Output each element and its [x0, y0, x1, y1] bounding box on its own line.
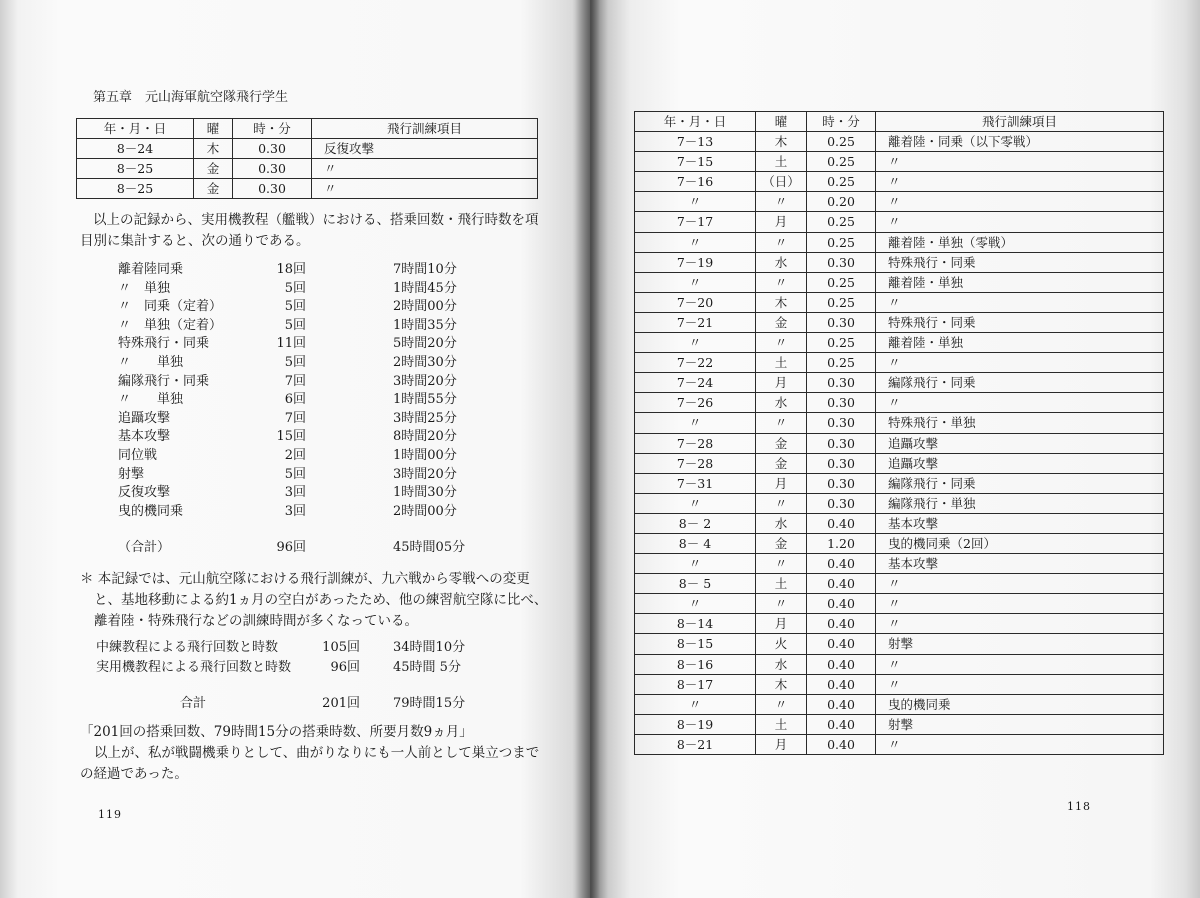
page-number-left: 119 — [98, 808, 122, 821]
cell-training-item: 基本攻撃 — [876, 513, 1164, 533]
summary-total-time: 45時間05分 — [393, 540, 466, 555]
cell-weekday: 月 — [756, 473, 807, 493]
cell-date: 8－16 — [635, 654, 756, 674]
table-row — [635, 694, 1164, 714]
cell-date: 8－15 — [635, 634, 756, 654]
summary-item-label: 〃 単独 — [118, 280, 171, 296]
summary-item-label: 同位戦 — [118, 448, 158, 463]
cell-date: 7－13 — [635, 132, 756, 152]
cell-weekday: 金 — [194, 179, 233, 199]
closing-line: 以上が、私が戦闘機乗りとして、曲がりなりにも一人前として巣立つまで — [94, 745, 540, 761]
cell-weekday: 〃 — [756, 594, 807, 614]
cell-duration: 0.40 — [807, 634, 876, 654]
table-row — [635, 453, 1164, 473]
table-row — [635, 734, 1164, 754]
summary-item-time: 3時間25分 — [393, 410, 457, 426]
cell-duration: 0.20 — [807, 192, 876, 212]
col-weekday: 曜 — [194, 119, 233, 139]
cell-duration: 0.40 — [807, 574, 876, 594]
cell-duration: 0.30 — [807, 413, 876, 433]
cell-duration: 0.40 — [807, 513, 876, 533]
cell-weekday: 月 — [756, 734, 807, 754]
summary-item-count: 5回 — [284, 317, 306, 333]
grand-total-label: 合計 — [180, 696, 207, 711]
cell-weekday: 金 — [194, 159, 233, 179]
table-header-row — [635, 112, 1164, 132]
cell-training-item: 〃 — [876, 292, 1164, 312]
table-row — [635, 252, 1164, 272]
summary-item-time: 1時間30分 — [393, 485, 457, 501]
left-page — [0, 0, 590, 898]
cell-training-item: 離着陸・単独（零戦） — [876, 232, 1164, 252]
cell-weekday: 金 — [756, 453, 807, 473]
summary-item-count: 5回 — [284, 466, 306, 482]
summary-item-time: 5時間20分 — [393, 336, 457, 352]
cell-duration: 1.20 — [807, 533, 876, 553]
cell-date: 8－24 — [77, 139, 194, 159]
summary-total-count: 96回 — [276, 540, 306, 555]
cell-weekday: 土 — [756, 714, 807, 734]
cell-weekday: 水 — [756, 252, 807, 272]
summary-item-time: 2時間00分 — [393, 299, 457, 315]
summary-item-count: 3回 — [284, 485, 306, 501]
table-row — [635, 433, 1164, 453]
cell-duration: 0.30 — [807, 453, 876, 473]
cell-weekday: 金 — [756, 533, 807, 553]
cell-training-item: 特殊飛行・単独 — [876, 413, 1164, 433]
cell-weekday: 月 — [756, 373, 807, 393]
cell-training-item: 離着陸・単独 — [876, 333, 1164, 353]
table-row — [635, 594, 1164, 614]
cell-weekday: 〃 — [756, 192, 807, 212]
cell-date: 7－22 — [635, 353, 756, 373]
summary-item-count: 5回 — [284, 299, 306, 315]
cell-date: 〃 — [635, 333, 756, 353]
closing-line: の経過であった。 — [80, 766, 188, 782]
cell-training-item: 曳的機同乗（2回） — [876, 533, 1164, 553]
cell-weekday: 〃 — [756, 694, 807, 714]
cell-duration: 0.25 — [807, 333, 876, 353]
cell-date: 〃 — [635, 594, 756, 614]
cell-training-item: 特殊飛行・同乗 — [876, 312, 1164, 332]
cell-training-item: 〃 — [876, 212, 1164, 232]
summary-item-time: 3時間20分 — [393, 466, 457, 482]
cell-duration: 0.30 — [807, 433, 876, 453]
cell-weekday: 水 — [756, 513, 807, 533]
cell-training-item: 射撃 — [876, 634, 1164, 654]
table-row — [635, 212, 1164, 232]
col-training-item: 飛行訓練項目 — [312, 119, 538, 139]
cell-duration: 0.25 — [807, 272, 876, 292]
table-row — [635, 152, 1164, 172]
table-row — [635, 373, 1164, 393]
note-paragraph — [80, 569, 547, 632]
right-page — [590, 0, 1200, 898]
summary-item-label: 離着陸同乗 — [118, 262, 184, 277]
cell-training-item: 〃 — [876, 614, 1164, 634]
cell-date: 〃 — [635, 694, 756, 714]
table-row — [77, 159, 538, 179]
intro-line: 以上の記録から、実用機教程（艦戦）における、搭乗回数・飛行時数を項 — [93, 212, 539, 228]
note-line: と、基地移動による約1ヵ月の空白があったため、他の練習航空隊に比べ、 — [94, 592, 548, 608]
cell-weekday: 〃 — [756, 333, 807, 353]
cell-weekday: 木 — [756, 674, 807, 694]
cell-weekday: 〃 — [756, 554, 807, 574]
cell-weekday: 金 — [756, 312, 807, 332]
cell-date: 〃 — [635, 272, 756, 292]
cell-training-item: 離着陸・単独 — [876, 272, 1164, 292]
col-training-item: 飛行訓練項目 — [876, 112, 1164, 132]
course-row-time: 45時間 5分 — [393, 660, 461, 675]
cell-weekday: 金 — [756, 433, 807, 453]
cell-training-item: 曳的機同乗 — [876, 694, 1164, 714]
cell-duration: 0.30 — [807, 252, 876, 272]
summary-item-label: 編隊飛行・同乗 — [118, 373, 210, 389]
cell-training-item: 離着陸・同乗（以下零戦） — [876, 132, 1164, 152]
cell-weekday: 火 — [756, 634, 807, 654]
cell-training-item: 追躡攻撃 — [876, 433, 1164, 453]
cell-weekday: 〃 — [756, 272, 807, 292]
table-row — [635, 614, 1164, 634]
summary-item-time: 3時間20分 — [393, 373, 457, 389]
cell-duration: 0.30 — [807, 473, 876, 493]
summary-item-count: 15回 — [276, 429, 306, 445]
summary-item-time: 1時間55分 — [393, 392, 457, 408]
cell-training-item: 射撃 — [876, 714, 1164, 734]
table-header-row — [77, 119, 538, 139]
cell-training-item: 特殊飛行・同乗 — [876, 252, 1164, 272]
cell-weekday: （日） — [756, 172, 807, 192]
cell-date: 7－31 — [635, 473, 756, 493]
table-row — [635, 393, 1164, 413]
cell-weekday: 水 — [756, 654, 807, 674]
cell-weekday: 土 — [756, 353, 807, 373]
chapter-header: 第五章 元山海軍航空隊飛行学生 — [93, 90, 289, 105]
table-row — [635, 654, 1164, 674]
table-row — [635, 513, 1164, 533]
cell-date: 8－19 — [635, 714, 756, 734]
table-row — [635, 232, 1164, 252]
table-row — [77, 179, 538, 199]
cell-date: 〃 — [635, 554, 756, 574]
cell-training-item: 〃 — [876, 172, 1164, 192]
cell-weekday: 月 — [756, 212, 807, 232]
summary-item-time: 7時間10分 — [393, 262, 457, 277]
col-weekday: 曜 — [756, 112, 807, 132]
cell-training-item: 〃 — [876, 574, 1164, 594]
note-line: 離着陸・特殊飛行などの訓練時間が多くなっている。 — [94, 613, 418, 629]
cell-training-item: 編隊飛行・単独 — [876, 493, 1164, 513]
cell-date: 7－28 — [635, 453, 756, 473]
cell-weekday: 木 — [756, 132, 807, 152]
course-row-count: 105回 — [322, 640, 360, 655]
cell-duration: 0.40 — [807, 614, 876, 634]
table-row — [635, 493, 1164, 513]
cell-duration: 0.40 — [807, 654, 876, 674]
cell-training-item: 編隊飛行・同乗 — [876, 373, 1164, 393]
summary-item-time: 1時間00分 — [393, 448, 457, 463]
cell-weekday: 〃 — [756, 493, 807, 513]
cell-weekday: 土 — [756, 574, 807, 594]
cell-date: 7－17 — [635, 212, 756, 232]
course-row-label: 中練教程による飛行回数と時数 — [96, 640, 279, 655]
summary-item-time: 1時間45分 — [393, 280, 457, 296]
table-row — [635, 353, 1164, 373]
summary-item-count: 3回 — [284, 503, 306, 519]
summary-item-label: 〃 単独 — [118, 355, 184, 370]
col-date: 年・月・日 — [635, 112, 756, 132]
summary-item-label: 〃 同乗（定着） — [118, 299, 223, 315]
cell-duration: 0.40 — [807, 594, 876, 614]
summary-item-count: 6回 — [284, 392, 306, 408]
cell-duration: 0.25 — [807, 212, 876, 232]
course-row-count: 96回 — [330, 660, 360, 675]
cell-date: 7－15 — [635, 152, 756, 172]
course-row-label: 実用機教程による飛行回数と時数 — [96, 660, 292, 675]
cell-duration: 0.30 — [807, 312, 876, 332]
table-row — [635, 533, 1164, 553]
cell-weekday: 〃 — [756, 413, 807, 433]
col-duration: 時・分 — [807, 112, 876, 132]
summary-item-count: 18回 — [276, 262, 306, 277]
summary-item-time: 1時間35分 — [393, 317, 457, 333]
cell-duration: 0.25 — [807, 232, 876, 252]
cell-weekday: 土 — [756, 152, 807, 172]
cell-training-item: 〃 — [312, 159, 538, 179]
table-row — [635, 272, 1164, 292]
summary-item-time: 2時間00分 — [393, 503, 457, 519]
table-row — [635, 473, 1164, 493]
summary-item-count: 5回 — [284, 280, 306, 296]
page-number-right: 118 — [1067, 800, 1091, 813]
cell-duration: 0.40 — [807, 674, 876, 694]
cell-weekday: 水 — [756, 393, 807, 413]
summary-item-count: 11回 — [276, 336, 306, 352]
cell-date: 〃 — [635, 413, 756, 433]
summary-item-time: 2時間30分 — [393, 355, 457, 370]
cell-duration: 0.30 — [233, 159, 312, 179]
cell-weekday: 〃 — [756, 232, 807, 252]
cell-date: 7－16 — [635, 172, 756, 192]
summary-item-count: 7回 — [284, 373, 306, 389]
summary-item-count: 7回 — [284, 410, 306, 426]
summary-item-label: 特殊飛行・同乗 — [118, 336, 210, 352]
cell-date: 8－ 4 — [635, 533, 756, 553]
table-row — [635, 674, 1164, 694]
cell-training-item: 〃 — [876, 654, 1164, 674]
table-row — [635, 172, 1164, 192]
cell-date: 8－17 — [635, 674, 756, 694]
cell-duration: 0.30 — [807, 393, 876, 413]
table-row — [635, 714, 1164, 734]
table-row — [635, 192, 1164, 212]
cell-duration: 0.40 — [807, 714, 876, 734]
table-row — [635, 132, 1164, 152]
cell-training-item: 〃 — [876, 674, 1164, 694]
cell-date: 8－ 2 — [635, 513, 756, 533]
intro-paragraph — [80, 210, 539, 252]
cell-training-item: 〃 — [876, 353, 1164, 373]
table-row — [77, 139, 538, 159]
cell-date: 7－20 — [635, 292, 756, 312]
cell-date: 8－21 — [635, 734, 756, 754]
table-row — [635, 292, 1164, 312]
summary-item-label: 追躡攻撃 — [118, 410, 171, 426]
cell-training-item: 反復攻撃 — [312, 139, 538, 159]
cell-duration: 0.25 — [807, 292, 876, 312]
col-duration: 時・分 — [233, 119, 312, 139]
cell-training-item: 〃 — [876, 192, 1164, 212]
cell-date: 7－21 — [635, 312, 756, 332]
table-row — [635, 634, 1164, 654]
summary-item-label: 反復攻撃 — [118, 485, 171, 501]
flight-log-table-left — [76, 118, 538, 199]
summary-item-label: 〃 単独（定着） — [118, 317, 223, 333]
cell-training-item: 〃 — [876, 152, 1164, 172]
cell-date: 8－25 — [77, 179, 194, 199]
summary-item-label: 曳的機同乗 — [118, 503, 184, 519]
cell-date: 〃 — [635, 232, 756, 252]
cell-date: 8－25 — [77, 159, 194, 179]
summary-item-label: 基本攻撃 — [118, 429, 171, 445]
cell-training-item: 〃 — [312, 179, 538, 199]
cell-weekday: 木 — [756, 292, 807, 312]
cell-weekday: 月 — [756, 614, 807, 634]
cell-date: 8－ 5 — [635, 574, 756, 594]
cell-duration: 0.30 — [233, 179, 312, 199]
closing-line: 「201回の搭乗回数、79時間15分の搭乗時数、所要月数9ヵ月」 — [80, 724, 473, 740]
cell-duration: 0.30 — [807, 493, 876, 513]
summary-item-label: 射撃 — [118, 466, 145, 482]
cell-date: 7－26 — [635, 393, 756, 413]
cell-duration: 0.25 — [807, 172, 876, 192]
cell-training-item: 基本攻撃 — [876, 554, 1164, 574]
summary-item-label: 〃 単独 — [118, 392, 184, 408]
cell-duration: 0.25 — [807, 132, 876, 152]
cell-date: 〃 — [635, 493, 756, 513]
cell-duration: 0.30 — [233, 139, 312, 159]
cell-training-item: 〃 — [876, 734, 1164, 754]
note-line: ＊ 本記録では、元山航空隊における飛行訓練が、九六戦から零戦への変更 — [80, 571, 530, 587]
col-date: 年・月・日 — [77, 119, 194, 139]
book-gutter — [572, 0, 608, 898]
cell-training-item: 〃 — [876, 393, 1164, 413]
cell-duration: 0.25 — [807, 152, 876, 172]
cell-date: 〃 — [635, 192, 756, 212]
flight-log-table-right — [634, 111, 1164, 755]
table-row — [635, 413, 1164, 433]
cell-training-item: 追躡攻撃 — [876, 453, 1164, 473]
course-row-time: 34時間10分 — [393, 640, 466, 655]
table-row — [635, 574, 1164, 594]
summary-item-count: 5回 — [284, 355, 306, 370]
cell-duration: 0.30 — [807, 373, 876, 393]
cell-training-item: 〃 — [876, 594, 1164, 614]
grand-total-count: 201回 — [322, 696, 360, 711]
closing-paragraph — [80, 722, 539, 785]
intro-line: 目別に集計すると、次の通りである。 — [80, 233, 310, 249]
table-row — [635, 312, 1164, 332]
cell-duration: 0.40 — [807, 694, 876, 714]
table-row — [635, 554, 1164, 574]
cell-date: 7－24 — [635, 373, 756, 393]
cell-date: 8－14 — [635, 614, 756, 634]
cell-training-item: 編隊飛行・同乗 — [876, 473, 1164, 493]
cell-weekday: 木 — [194, 139, 233, 159]
table-row — [635, 333, 1164, 353]
cell-duration: 0.40 — [807, 734, 876, 754]
cell-date: 7－28 — [635, 433, 756, 453]
summary-item-time: 8時間20分 — [393, 429, 457, 445]
summary-item-count: 2回 — [284, 448, 306, 463]
cell-duration: 0.40 — [807, 554, 876, 574]
summary-total-label: （合計） — [118, 540, 171, 555]
grand-total-time: 79時間15分 — [393, 696, 466, 711]
cell-date: 7－19 — [635, 252, 756, 272]
cell-duration: 0.25 — [807, 353, 876, 373]
